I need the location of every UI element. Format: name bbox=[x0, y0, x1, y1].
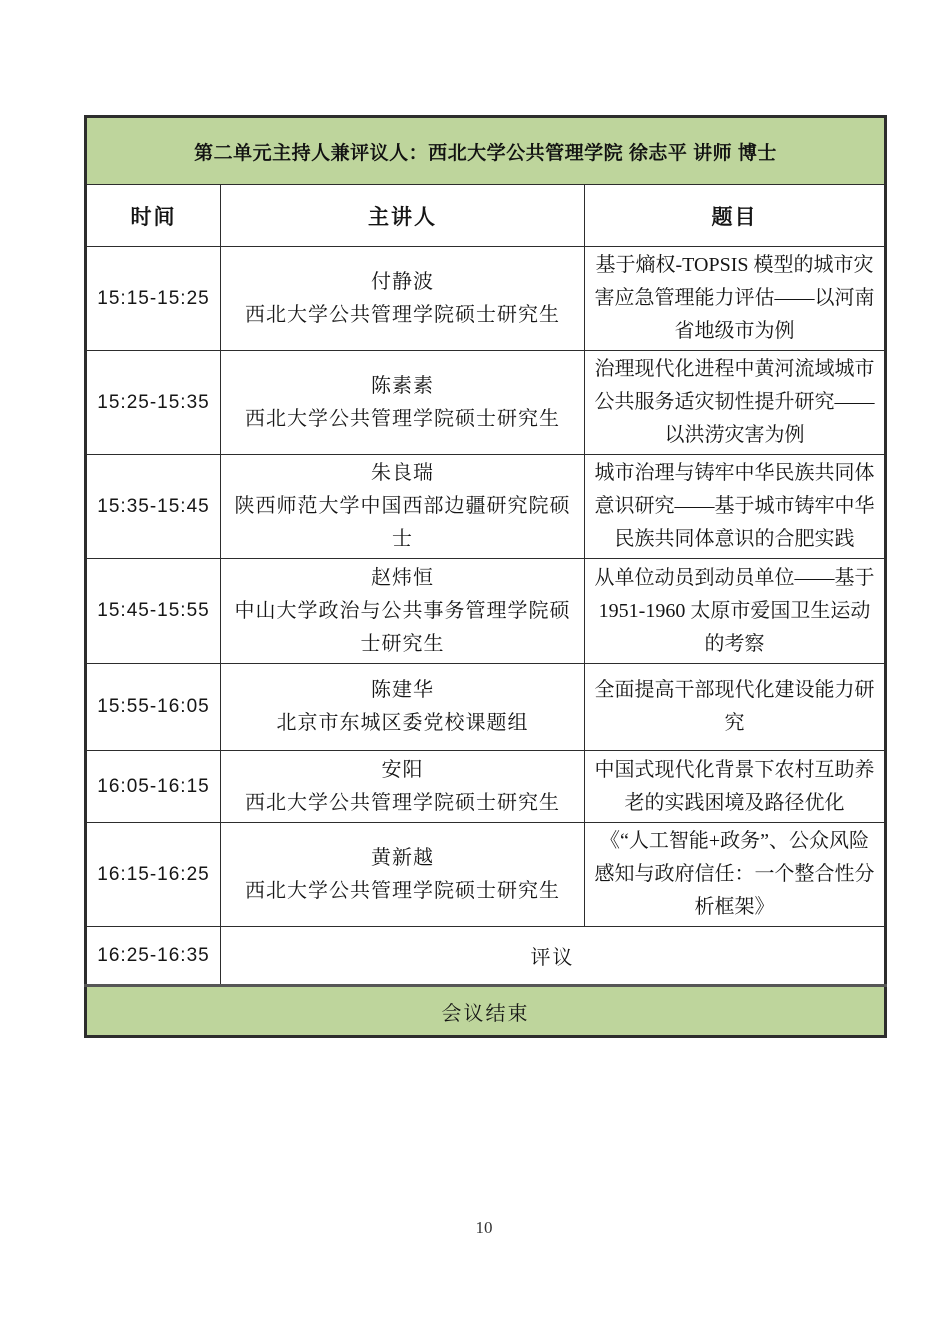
speaker-cell bbox=[221, 559, 585, 664]
speaker-name: 黄新越 bbox=[371, 846, 434, 869]
time-cell: 15:55-16:05 bbox=[86, 664, 221, 751]
column-header-time: 时间 bbox=[86, 185, 221, 247]
title-cell: 城市治理与铸牢中华民族共同体意识研究——基于城市铸牢中华民族共同体意识的合肥实践 bbox=[585, 455, 886, 559]
speaker-affiliation: 西北大学公共管理学院硕士研究生 bbox=[245, 407, 560, 430]
review-row bbox=[86, 927, 886, 986]
speaker-cell bbox=[221, 823, 585, 927]
speaker-name: 陈建华 bbox=[371, 679, 434, 701]
time-cell: 15:45-15:55 bbox=[86, 559, 221, 664]
speaker-cell bbox=[221, 351, 585, 455]
speaker-cell bbox=[221, 247, 585, 351]
speaker-name: 安阳 bbox=[381, 758, 424, 781]
column-header-row bbox=[86, 185, 886, 247]
speaker-name: 赵炜恒 bbox=[371, 566, 434, 589]
speaker-name: 付静波 bbox=[371, 270, 434, 293]
page-number: 10 bbox=[475, 1218, 493, 1237]
column-header-speaker: 主讲人 bbox=[221, 185, 585, 247]
speaker-affiliation: 北京市东城区委党校课题组 bbox=[276, 712, 529, 734]
table-row bbox=[86, 823, 886, 927]
time-cell: 16:25-16:35 bbox=[86, 927, 221, 986]
speaker-name: 陈素素 bbox=[371, 374, 434, 397]
speaker-affiliation: 西北大学公共管理学院硕士研究生 bbox=[245, 879, 560, 902]
time-cell: 15:15-15:25 bbox=[86, 247, 221, 351]
speaker-affiliation: 西北大学公共管理学院硕士研究生 bbox=[245, 303, 560, 326]
unit-header-row bbox=[86, 117, 886, 185]
table-row bbox=[86, 351, 886, 455]
speaker-affiliation: 中山大学政治与公共事务管理学院硕士研究生 bbox=[234, 599, 571, 655]
time-cell: 15:35-15:45 bbox=[86, 455, 221, 559]
table-row bbox=[86, 247, 886, 351]
speaker-affiliation: 陕西师范大学中国西部边疆研究院硕士 bbox=[234, 495, 571, 550]
speaker-cell bbox=[221, 455, 585, 559]
review-label: 评议 bbox=[221, 927, 886, 986]
title-cell: 《“人工智能+政务”、公众风险感知与政府信任：一个整合性分析框架》 bbox=[585, 823, 886, 927]
speaker-cell bbox=[221, 751, 585, 823]
column-header-title: 题目 bbox=[585, 185, 886, 247]
speaker-cell bbox=[221, 664, 585, 751]
time-cell: 16:15-16:25 bbox=[86, 823, 221, 927]
meeting-end-row bbox=[86, 986, 886, 1037]
time-cell: 15:25-15:35 bbox=[86, 351, 221, 455]
speaker-affiliation: 西北大学公共管理学院硕士研究生 bbox=[245, 791, 560, 814]
title-cell: 从单位动员到动员单位——基于 1951-1960 太原市爱国卫生运动的考察 bbox=[585, 559, 886, 664]
unit-header-text: 第二单元主持人兼评议人：西北大学公共管理学院 徐志平 讲师 博士 bbox=[86, 117, 886, 185]
schedule-table bbox=[84, 115, 887, 1038]
speaker-name: 朱良瑞 bbox=[371, 462, 434, 484]
title-cell: 治理现代化进程中黄河流域城市公共服务适灾韧性提升研究——以洪涝灾害为例 bbox=[585, 351, 886, 455]
table-row bbox=[86, 455, 886, 559]
title-cell: 基于熵权-TOPSIS 模型的城市灾害应急管理能力评估——以河南省地级市为例 bbox=[585, 247, 886, 351]
table-row bbox=[86, 559, 886, 664]
time-cell: 16:05-16:15 bbox=[86, 751, 221, 823]
table-row bbox=[86, 751, 886, 823]
title-cell: 中国式现代化背景下农村互助养老的实践困境及路径优化 bbox=[585, 751, 886, 823]
title-cell: 全面提高干部现代化建设能力研究 bbox=[585, 664, 886, 751]
table-row bbox=[86, 664, 886, 751]
meeting-end-text: 会议结束 bbox=[86, 986, 886, 1037]
